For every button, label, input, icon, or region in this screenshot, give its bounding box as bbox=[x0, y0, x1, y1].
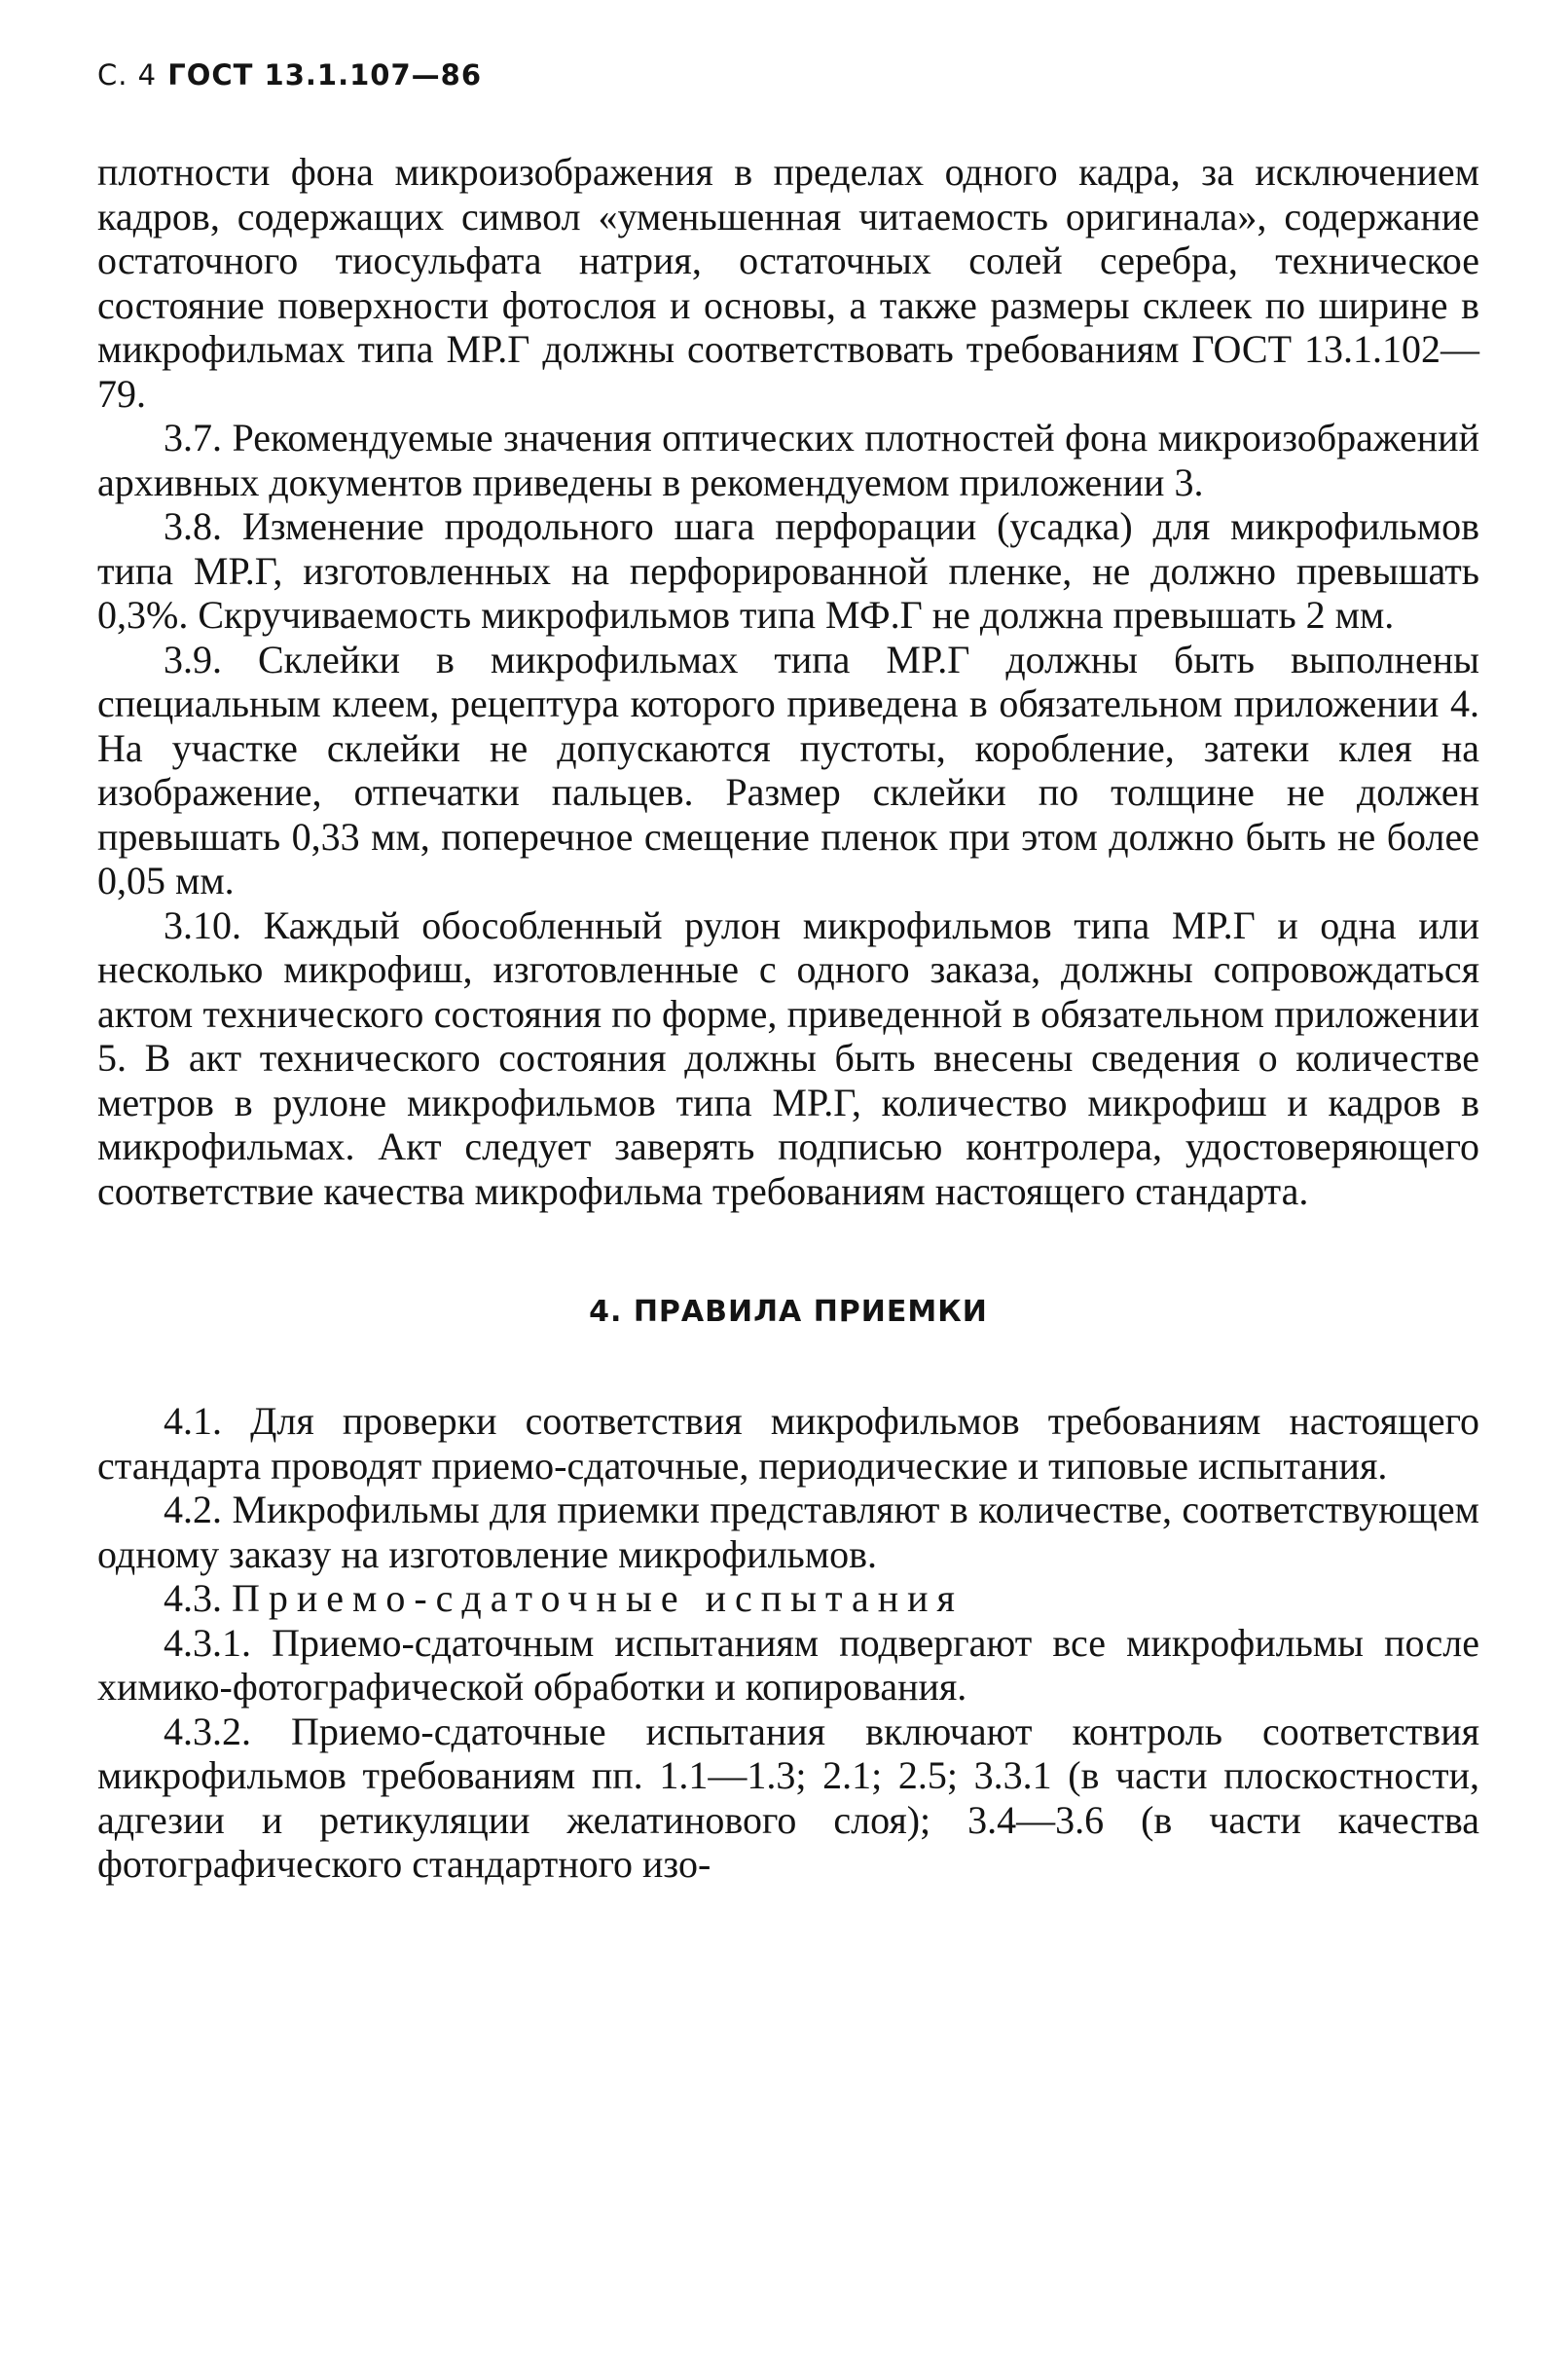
intro-paragraph: плотности фона микроизображения в пределах одного кадра, за исключением кадров, содержащих символ «уменьшенная читаемость оригинала», содержание остаточного тиосульфата натрия, остаточных солей серебра, техническое состояние поверхности фотослоя и основы, а также размеры склеек по ширине в микрофильмах типа МР.Г должны соответствовать требованиям ГОСТ 13.1.102—79. bbox=[97, 150, 1479, 416]
section-4-heading: 4. ПРАВИЛА ПРИЕМКИ bbox=[589, 1295, 988, 1329]
page-number: С. 4 bbox=[97, 58, 158, 92]
clause-4-3 bbox=[97, 1576, 1479, 1621]
clause-4-3-1: 4.3.1. Приемо-сдаточным испытаниям подвергают все микрофильмы после химико-фотографической обработки и копирования. bbox=[97, 1620, 1479, 1709]
clause-4-3-2: 4.3.2. Приемо-сдаточные испытания включают контроль соответствия микрофильмов требованиям пп. 1.1—1.3; 2.1; 2.5; 3.3.1 (в части плоскостности, адгезии и ретикуляции желатинового слоя); 3.4—3.6 (в части качества фотографического стандартного изо- bbox=[97, 1709, 1479, 1886]
clause-4-2: 4.2. Микрофильмы для приемки представляют в количестве, соответствующем одному заказу на изготовление микрофильмов. bbox=[97, 1488, 1479, 1576]
clause-3-7: 3.7. Рекомендуемые значения оптических плотностей фона микроизображений архивных документов приведены в рекомендуемом приложении 3. bbox=[97, 416, 1479, 504]
standard-code: ГОСТ 13.1.107—86 bbox=[167, 58, 483, 92]
clause-4-1: 4.1. Для проверки соответствия микрофильмов требованиям настоящего стандарта проводят приемо-сдаточные, периодические и типовые испытания. bbox=[97, 1399, 1479, 1488]
document-page bbox=[97, 58, 1479, 1887]
section-4-body bbox=[97, 1399, 1479, 1887]
section-3-continued bbox=[97, 150, 1479, 1213]
clause-4-3-title: Приемо-сдаточные испытания bbox=[232, 1576, 964, 1620]
clause-3-9: 3.9. Склейки в микрофильмах типа МР.Г должны быть выполнены специальным клеем, рецептура которого приведена в обязательном приложении 4. На участке склейки не допускаются пустоты, коробление, затеки клея на изображение, отпечатки пальцев. Размер склейки по толщине не должен превышать 0,33 мм, поперечное смещение пленок при этом должно быть не более 0,05 мм. bbox=[97, 637, 1479, 902]
clause-3-10: 3.10. Каждый обособленный рулон микрофильмов типа МР.Г и одна или несколько микрофиш, изготовленные с одного заказа, должны сопровождаться актом технического состояния по форме, приведенной в обязательном приложении 5. В акт технического состояния должны быть внесены сведения о количестве метров в рулоне микрофильмов типа МР.Г, количество микрофиш и кадров в микрофильмах. Акт следует заверять подписью контролера, удостоверяющего соответствие качества микрофильма требованиям настоящего стандарта. bbox=[97, 902, 1479, 1213]
clause-4-3-number: 4.3. bbox=[164, 1576, 222, 1620]
clause-3-8: 3.8. Изменение продольного шага перфорации (усадка) для микрофильмов типа МР.Г, изготовленных на перфорированной пленке, не должно превышать 0,3%. Скручиваемость микрофильмов типа МФ.Г не должна превышать 2 мм. bbox=[97, 504, 1479, 637]
page-header bbox=[97, 58, 1479, 92]
